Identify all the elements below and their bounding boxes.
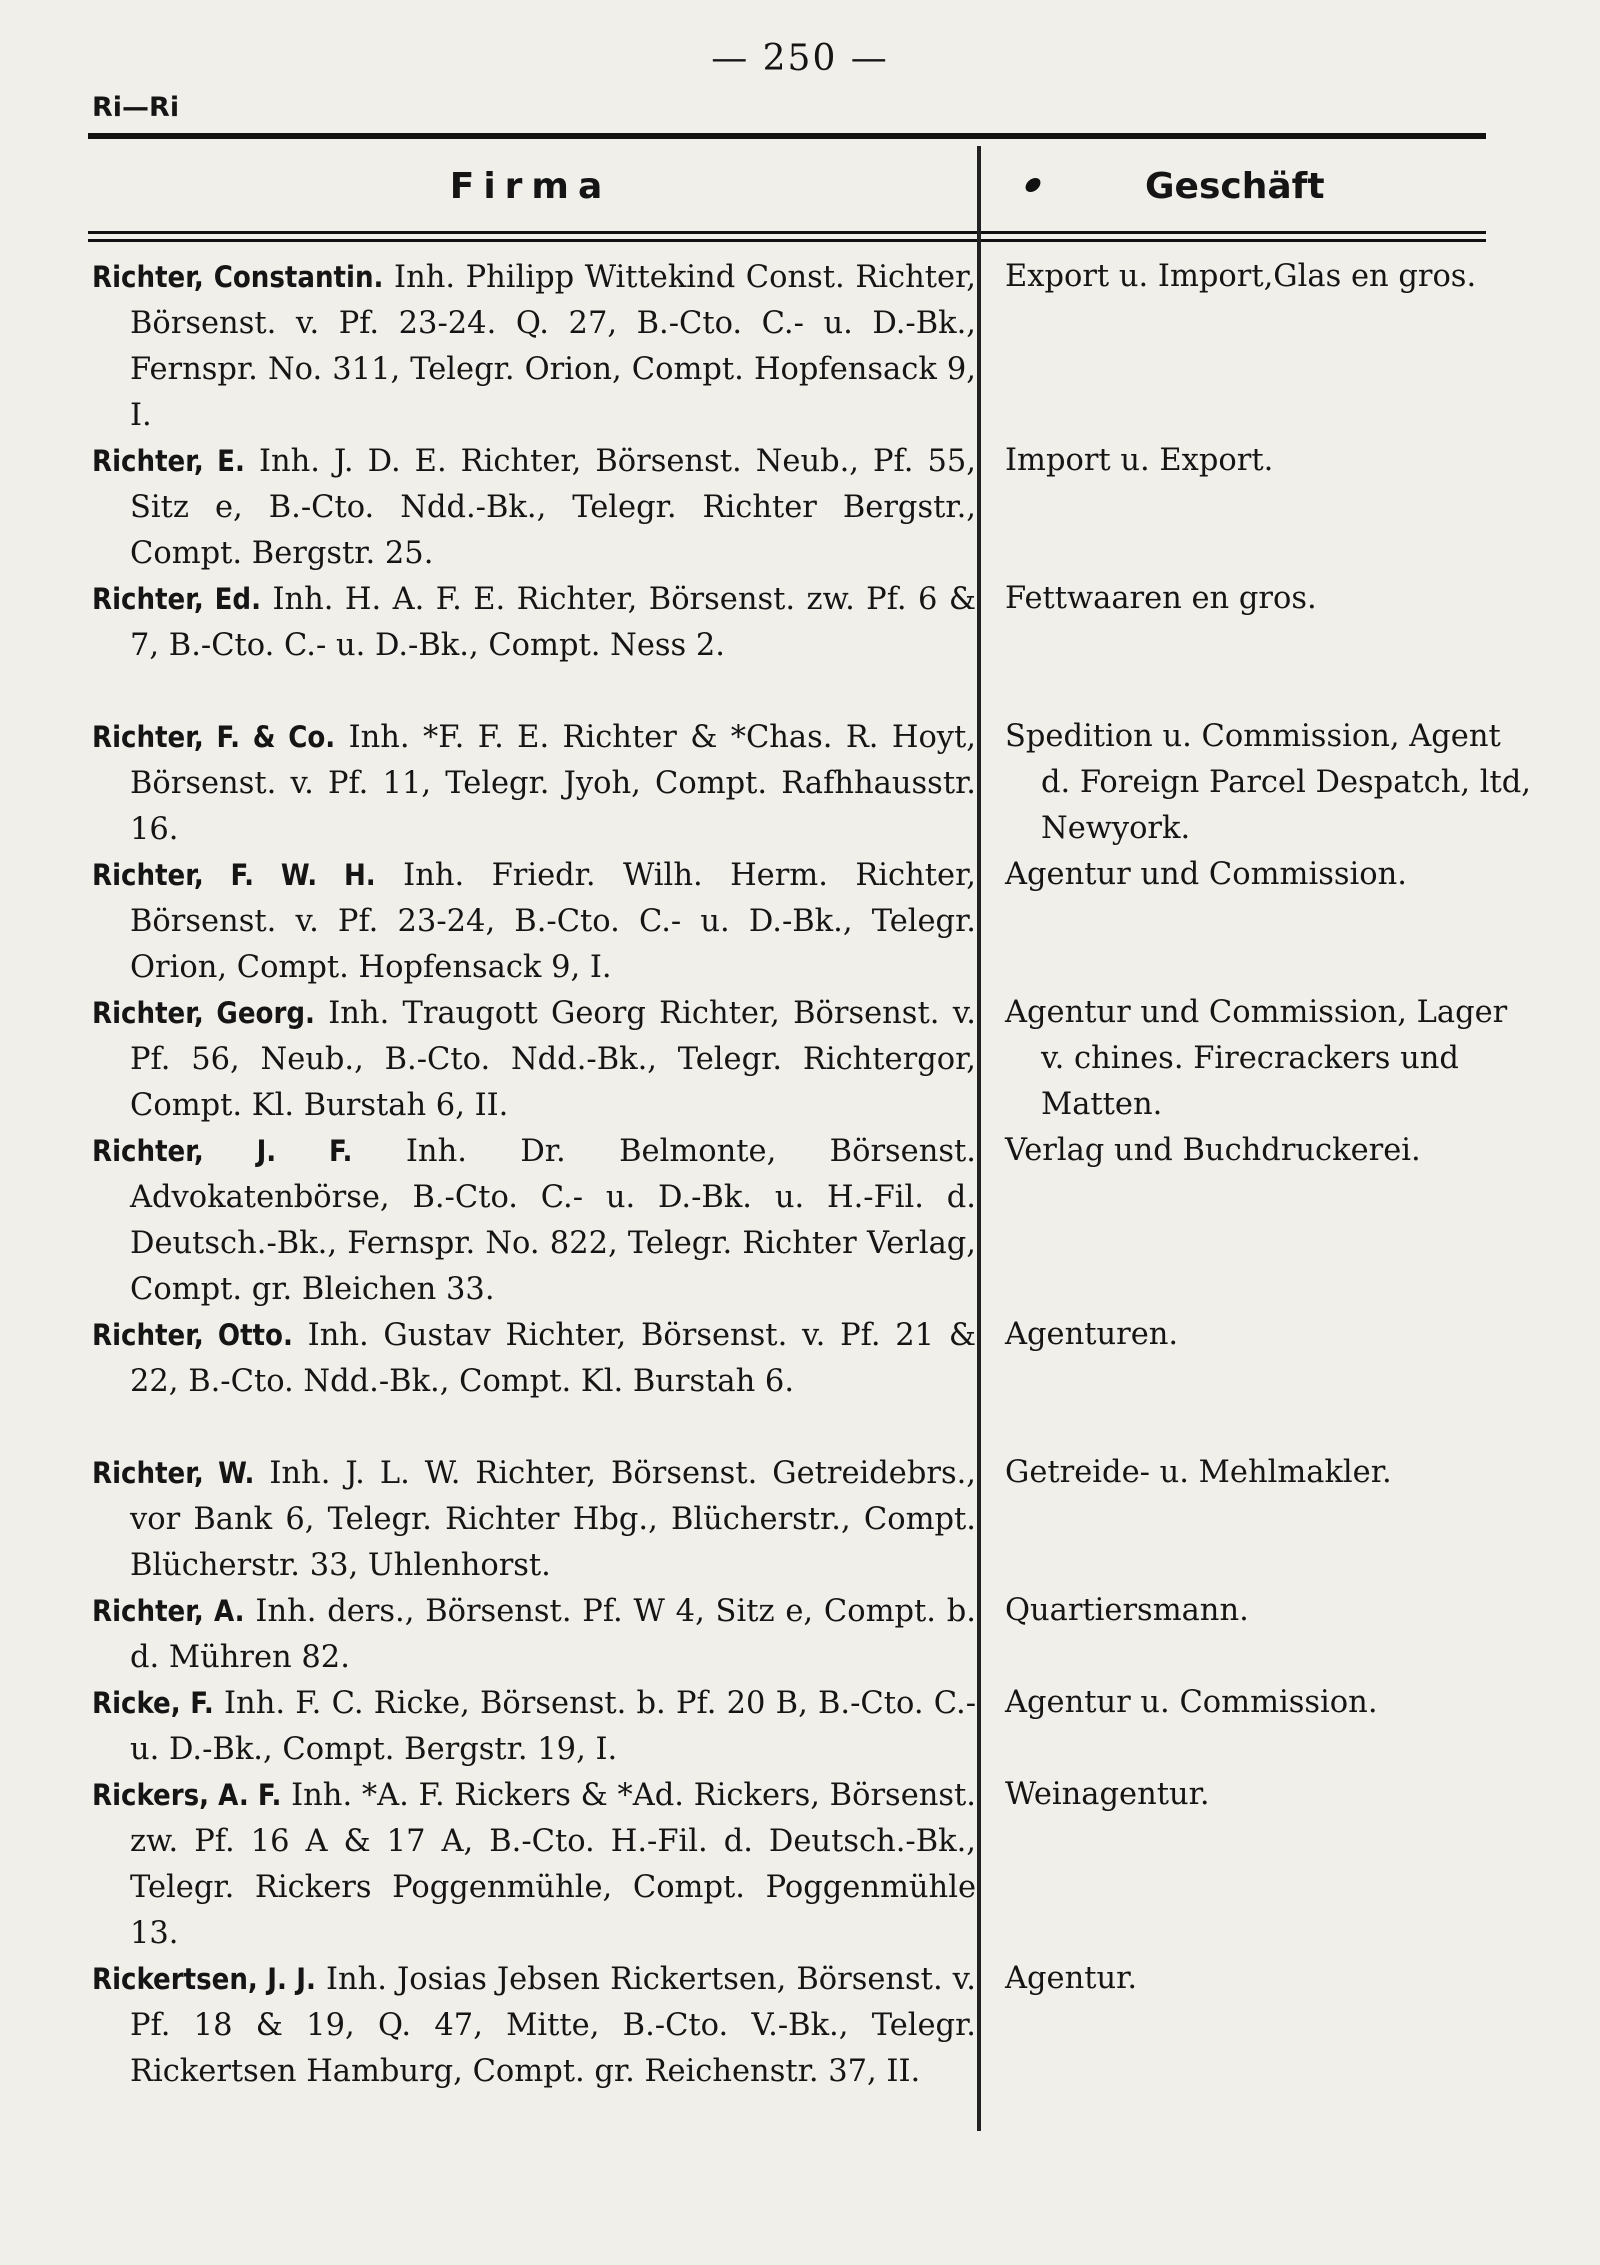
entry-geschaeft: Agentur und Commission, Lager v. chines. Firecrackers und Matten. [1005, 995, 1508, 1122]
firm-details: Inh. Traugott Georg Richter, Börsenst. v. Pf. 56, Neub., B.-Cto. Ndd.-Bk., Telegr. Richtergor, Compt. Kl. Burstah 6, II. [130, 996, 977, 1123]
firm-name: Richter, W. [92, 1456, 255, 1490]
firm-details: Inh. Gustav Richter, Börsenst. v. Pf. 21 & 22, B.-Cto. Ndd.-Bk., Compt. Kl. Burstah 6. [130, 1318, 976, 1399]
firm-name: Rickertsen, J. J. [92, 1962, 316, 1996]
entry-firma [92, 254, 976, 439]
entry-firma [92, 714, 976, 853]
firm-details: Inh. Dr. Belmonte, Börsenst. Advokatenbörse, B.-Cto. C.- u. D.-Bk. u. H.-Fil. d. Deutsch.-Bk., Fernspr. No. 822, Telegr. Richter Verlag, Compt. gr. Bleichen 33. [130, 1134, 976, 1307]
entry-geschaeft: Spedition u. Commission, Agent d. Foreign Parcel Despatch, ltd, Newyork. [1005, 719, 1531, 846]
entry-geschaeft: Import u. Export. [1005, 443, 1274, 478]
column-header-rule-bottom [88, 239, 1486, 242]
column-header-rule-top [88, 231, 1486, 234]
entry-geschaeft: Weinagentur. [1005, 1777, 1210, 1812]
entry-firma [92, 1772, 976, 1957]
entry-firma [92, 438, 976, 577]
entry-firma [92, 1956, 976, 2095]
firm-details: Inh. ders., Börsenst. Pf. W 4, Sitz e, Compt. b. d. Mühren 82. [130, 1594, 976, 1675]
entry-firma [92, 1312, 976, 1405]
header-rule [88, 133, 1486, 139]
entry-geschaeft: Agenturen. [1005, 1317, 1179, 1352]
entry-geschaeft: Agentur und Commission. [1005, 857, 1407, 892]
entry-geschaeft: Getreide- u. Mehlmakler. [1005, 1455, 1392, 1490]
entry-firma [92, 852, 976, 991]
entry-firma [92, 1450, 976, 1589]
entry-geschaeft: Agentur u. Commission. [1005, 1685, 1378, 1720]
firm-name: Richter, Otto. [92, 1318, 293, 1352]
entry-firma [92, 990, 976, 1129]
firm-name: Richter, E. [92, 444, 245, 478]
firm-name: Richter, A. [92, 1594, 245, 1628]
column-header-firma: Firma [449, 166, 612, 207]
firm-name: Richter, Constantin. [92, 260, 384, 294]
firm-name: Rickers, A. F. [92, 1778, 282, 1812]
entry-geschaeft: Export u. Import,Glas en gros. [1005, 259, 1477, 294]
firm-details: Inh. Philipp Wittekind Const. Richter, Börsenst. v. Pf. 23-24. Q. 27, B.-Cto. C.- u. D.-Bk., Fernspr. No. 311, Telegr. Orion, Compt. Hopfensack 9, I. [130, 260, 976, 433]
running-head: Ri—Ri [92, 92, 180, 123]
firm-details: Inh. Friedr. Wilh. Herm. Richter, Börsenst. v. Pf. 23-24, B.-Cto. C.- u. D.-Bk., Telegr. Orion, Compt. Hopfensack 9, I. [130, 858, 976, 985]
column-header-geschaeft: Geschäft [1145, 166, 1325, 207]
entry-firma [92, 1680, 976, 1773]
entry-geschaeft: Verlag und Buchdruckerei. [1005, 1133, 1421, 1168]
entry-firma [92, 1128, 976, 1313]
firm-name: Richter, F. & Co. [92, 720, 336, 754]
firm-details: Inh. H. A. F. E. Richter, Börsenst. zw. Pf. 6 & 7, B.-Cto. C.- u. D.-Bk., Compt. Ness 2. [130, 582, 977, 663]
entry-geschaeft: Fettwaaren en gros. [1005, 581, 1317, 616]
firm-details: Inh. *A. F. Rickers & *Ad. Rickers, Börsenst. zw. Pf. 16 A & 17 A, B.-Cto. H.-Fil. d. Deutsch.-Bk., Telegr. Rickers Poggenmühle, Compt. Poggenmühle 13. [130, 1778, 976, 1951]
firm-name: Richter, F. W. H. [92, 858, 376, 892]
entry-geschaeft: Agentur. [1005, 1961, 1138, 1996]
firm-name: Richter, Ed. [92, 582, 261, 616]
firm-details: Inh. J. L. W. Richter, Börsenst. Getreidebrs., vor Bank 6, Telegr. Richter Hbg., Blücherstr., Compt. Blücherstr. 33, Uhlenhorst. [130, 1456, 976, 1583]
firm-details: Inh. F. C. Ricke, Börsenst. b. Pf. 20 B, B.-Cto. C.- u. D.-Bk., Compt. Bergstr. 19, I. [130, 1686, 976, 1767]
firm-details: Inh. *F. F. E. Richter & *Chas. R. Hoyt, Börsenst. v. Pf. 11, Telegr. Jyoh, Compt. Rafhhausstr. 16. [130, 720, 976, 847]
firm-details: Inh. Josias Jebsen Rickertsen, Börsenst. v. Pf. 18 & 19, Q. 47, Mitte, B.-Cto. V.-Bk., Telegr. Rickertsen Hamburg, Compt. gr. Reichenstr. 37, II. [130, 1962, 976, 2089]
firm-details: Inh. J. D. E. Richter, Börsenst. Neub., Pf. 55, Sitz e, B.-Cto. Ndd.-Bk., Telegr. Richter Bergstr., Compt. Bergstr. 25. [130, 444, 976, 571]
entry-geschaeft: Quartiersmann. [1005, 1593, 1249, 1628]
entry-firma [92, 1588, 976, 1681]
firm-name: Ricke, F. [92, 1686, 214, 1720]
entry-firma [92, 576, 976, 669]
firm-name: Richter, J. F. [92, 1134, 353, 1168]
page-number: — 250 — [711, 38, 889, 79]
header-mark-icon [1023, 178, 1042, 192]
column-divider [977, 146, 981, 2131]
firm-name: Richter, Georg. [92, 996, 315, 1030]
